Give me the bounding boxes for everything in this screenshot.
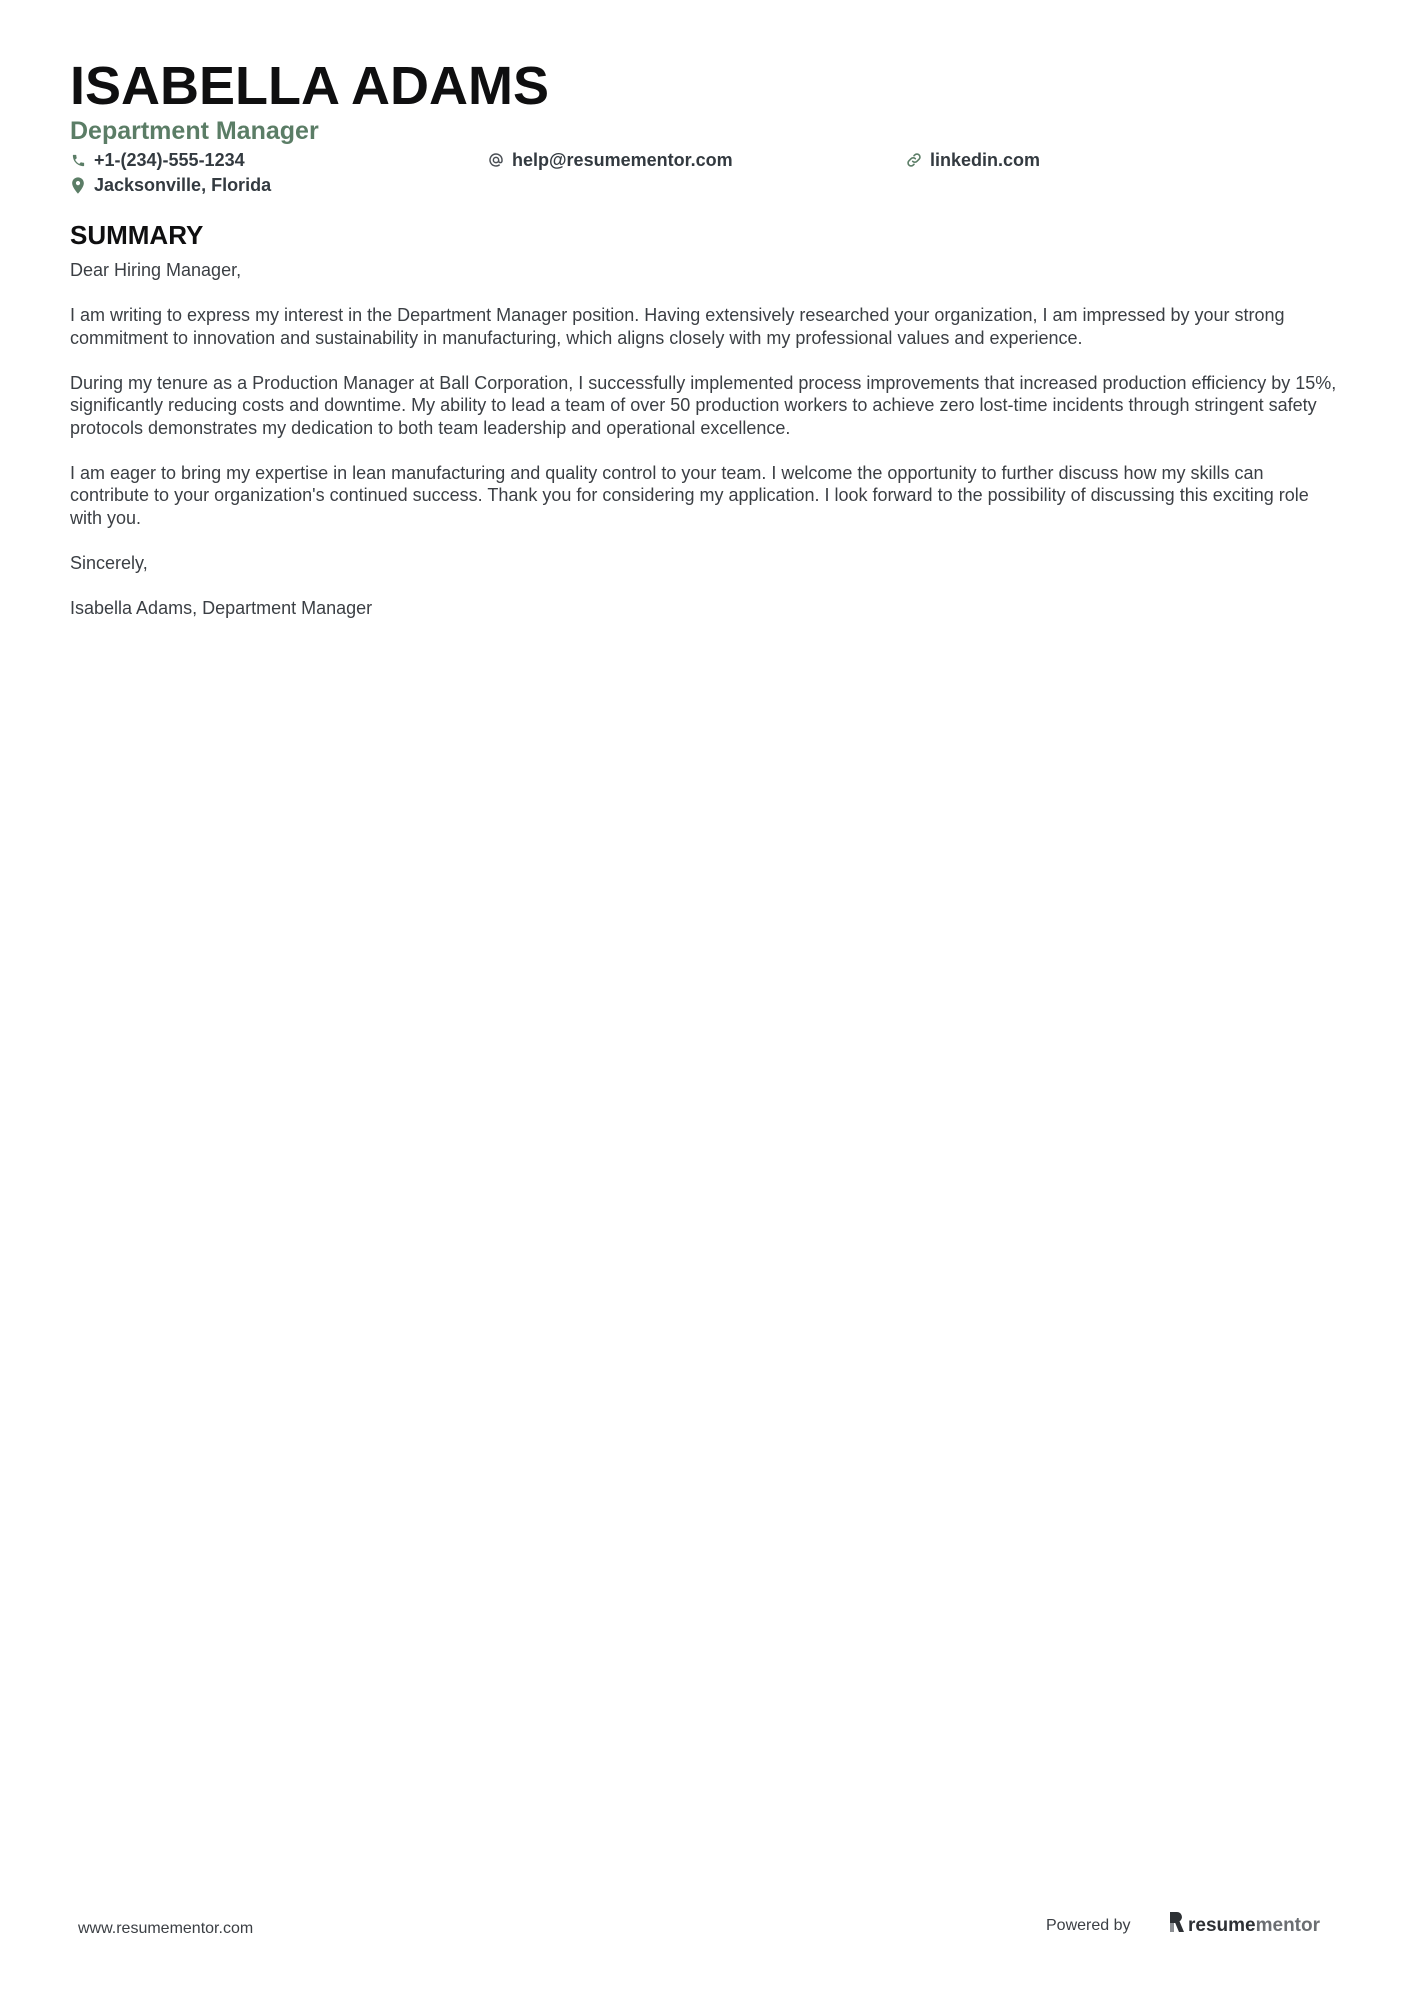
contact-email[interactable] [488, 148, 733, 172]
phone-icon [70, 151, 86, 169]
summary-heading: SUMMARY [70, 220, 204, 250]
cover-letter-body [70, 259, 1340, 642]
phone-text: +1-(234)-555-1234 [94, 150, 245, 170]
map-pin-icon [70, 176, 86, 194]
link-icon [906, 151, 922, 169]
email-text: help@resumementor.com [512, 150, 733, 170]
contact-phone[interactable] [70, 148, 245, 172]
contact-location [70, 173, 271, 197]
brand-name-part1: resume [1188, 1914, 1256, 1936]
contact-website[interactable] [906, 148, 1040, 172]
letter-paragraph: I am writing to express my interest in the Department Manager position. Having extensively researched your organization, I am impressed by your strong commitment to innovation and sustainability in manufacturing, which aligns closely with my professional values and experience. [70, 305, 1285, 348]
footer-website-link[interactable]: www.resumementor.com [78, 1920, 254, 1937]
job-title: Department Manager [70, 117, 319, 145]
location-text: Jacksonville, Florida [94, 175, 272, 195]
candidate-name: ISABELLA ADAMS [70, 56, 549, 116]
resumementor-logo-icon [1168, 1912, 1184, 1939]
letter-closing: Sincerely, [70, 552, 148, 573]
letter-paragraph: During my tenure as a Production Manager at Ball Corporation, I successfully implemented process improvements that increased production efficiency by 15%, significantly reducing costs and downtime. My ability to lead a team of over 50 production workers to achieve zero lost-time incidents through stringent safety protocols demonstrates my dedication to both team leadership and operational excellence. [70, 372, 1337, 438]
letter-greeting: Dear Hiring Manager, [70, 260, 242, 280]
footer-powered-by: Powered by [1046, 1917, 1131, 1934]
letter-signature: Isabella Adams, Department Manager [70, 597, 373, 618]
footer-brand-logo[interactable] [1168, 1912, 1320, 1939]
website-text: linkedin.com [930, 150, 1041, 170]
at-icon [488, 151, 504, 169]
brand-name-part2: mentor [1255, 1914, 1321, 1936]
letter-paragraph: I am eager to bring my expertise in lean manufacturing and quality control to your team. I welcome the opportunity to further discuss how my skills can contribute to your organization's continued success. Thank you for considering my application. I look forward to the possibility of discussing this exciting role with you. [70, 462, 1309, 528]
